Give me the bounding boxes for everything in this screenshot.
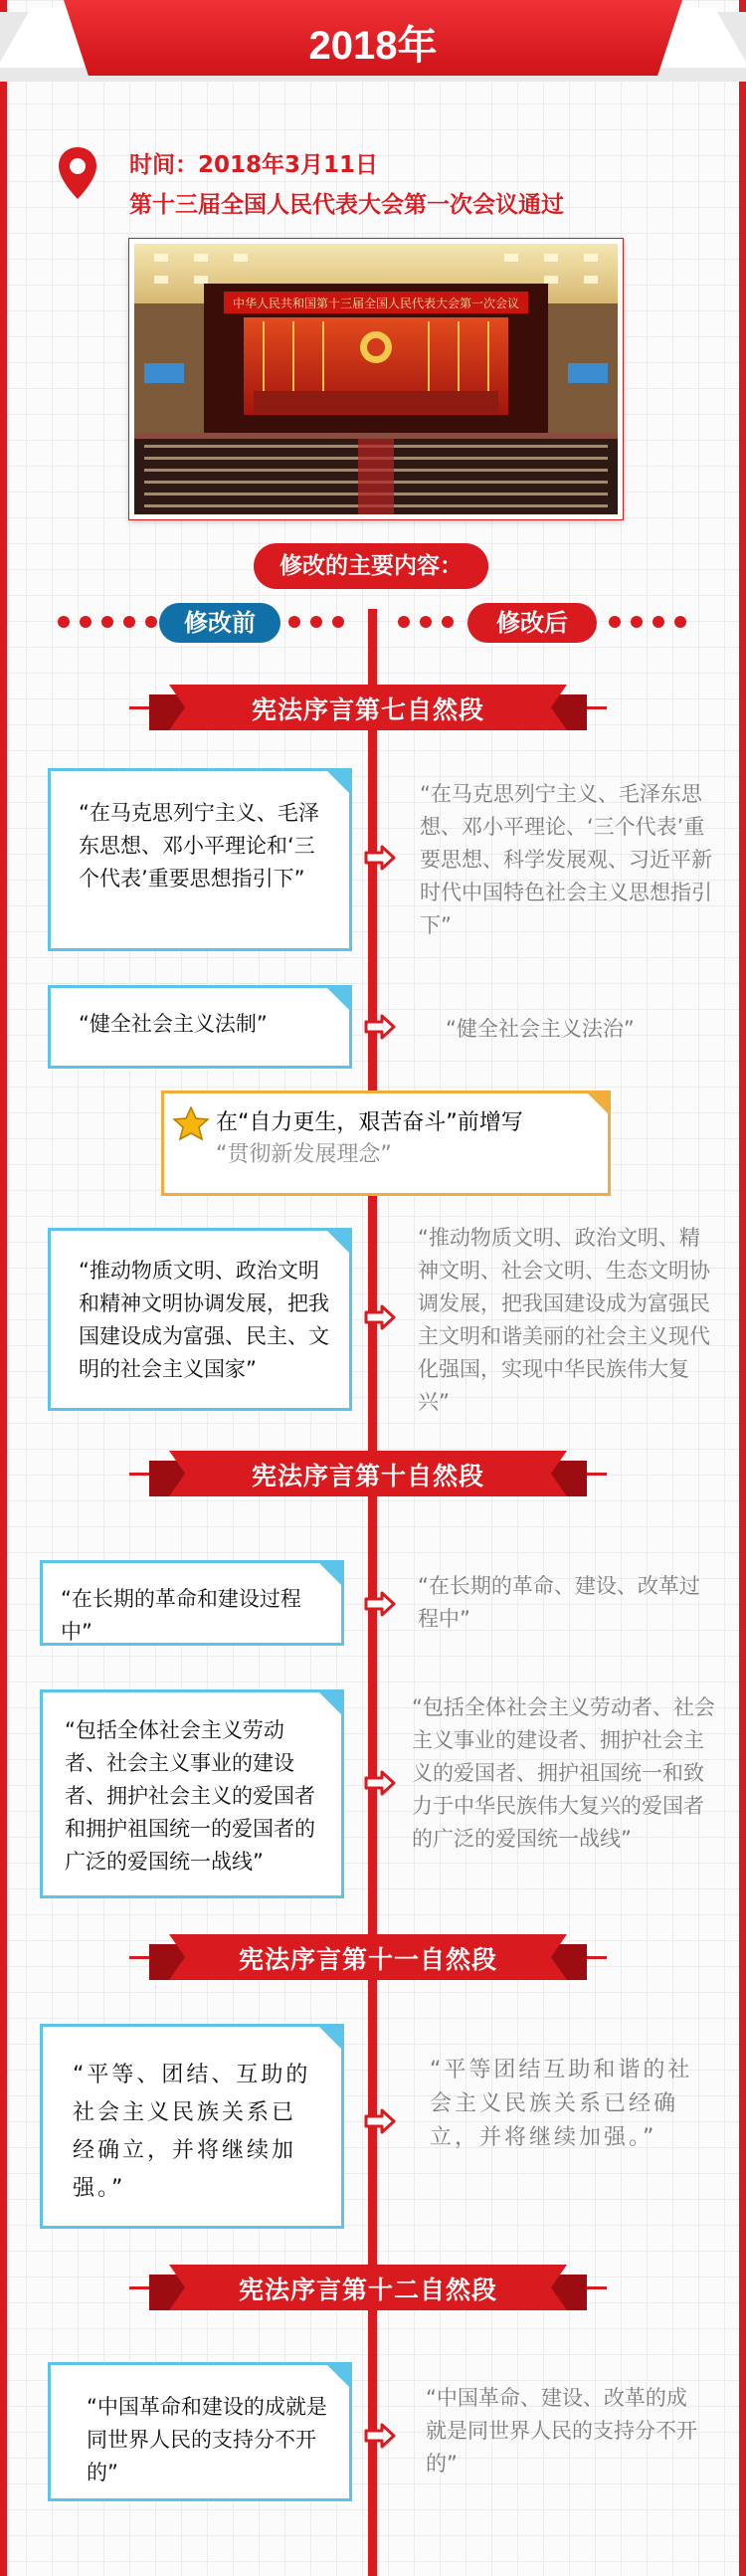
after-text: “中国革命、建设、改革的成就是同世界人民的支持分不开的” (426, 2386, 697, 2476)
arrow-right-icon (363, 1303, 397, 1331)
before-box (40, 2024, 344, 2229)
year-title: 2018年 (308, 24, 438, 68)
section-ribbon (149, 1934, 587, 1988)
before-text: “包括全体社会主义劳动者、社会主义事业的建设者、拥护社会主义的爱国者和拥护祖国统一的爱国者的广泛的爱国统一战线” (65, 1718, 315, 1874)
left-border (0, 0, 7, 2576)
before-text: “健全社会主义法制” (79, 1012, 268, 1036)
after-label: 修改后 (467, 603, 597, 643)
hall-banner-text: 中华人民共和国第十三届全国人民代表大会第一次会议 (232, 297, 520, 310)
addition-note (161, 1090, 611, 1196)
before-label: 修改前 (159, 603, 280, 643)
dots-right (609, 616, 688, 628)
year-header (0, 0, 746, 94)
arrow-right-icon (363, 1013, 397, 1041)
before-text: “中国革命和建设的成就是同世界人民的支持分不开的” (87, 2395, 327, 2484)
main-changes-label: 修改的主要内容： (254, 543, 488, 589)
dots-left (58, 616, 157, 628)
section-title: 宪法序言第七自然段 (251, 695, 484, 724)
section-title: 宪法序言第十二自然段 (238, 2276, 497, 2304)
arrow-right-icon (363, 2422, 397, 2450)
right-border (739, 0, 746, 2576)
after-text: “平等团结互助和谐的社会主义民族关系已经确立，并将继续加强。” (430, 2058, 693, 2150)
dots-middle (288, 616, 458, 628)
after-text: “健全社会主义法治” (446, 1017, 635, 1041)
before-box (48, 2362, 352, 2501)
section-ribbon (149, 2265, 587, 2318)
before-box (40, 1689, 344, 1898)
meeting-time: 时间：2018年3月11日 (129, 152, 379, 178)
after-text: “包括全体社会主义劳动者、社会主义事业的建设者、拥护社会主义的爱国者、拥护祖国统一和致力于中华民族伟大复兴的爱国者的广泛的爱国统一战线” (412, 1695, 715, 1851)
before-text: “推动物质文明、政治文明和精神文明协调发展，把我国建设成为富强、民主、文明的社会主义国家” (79, 1259, 329, 1381)
before-box (48, 768, 352, 951)
arrow-right-icon (363, 1590, 397, 1618)
after-text: “在马克思列宁主义、毛泽东思想、邓小平理论、‘三个代表’重要思想、科学发展观、习近平新时代中国特色社会主义思想指引下” (420, 782, 712, 937)
arrow-right-icon (363, 2107, 397, 2135)
before-text: “平等、团结、互助的社会主义民族关系已经确立，并将继续加强。” (73, 2063, 311, 2201)
before-text: “在长期的革命和建设过程中” (61, 1587, 301, 1644)
before-box (40, 1560, 344, 1646)
star-icon (172, 1105, 210, 1143)
arrow-right-icon (363, 844, 397, 872)
before-box (48, 985, 352, 1069)
location-pin-icon (56, 145, 99, 201)
arrow-right-icon (363, 1769, 397, 1797)
before-text: “在马克思列宁主义、毛泽东思想、邓小平理论和‘三个代表’重要思想指引下” (79, 801, 319, 891)
section-title: 宪法序言第十自然段 (251, 1462, 484, 1490)
note-line2: “贯彻新发展理念” (216, 1142, 392, 1167)
before-box (48, 1228, 352, 1411)
section-ribbon (149, 685, 587, 738)
section-title: 宪法序言第十一自然段 (238, 1945, 497, 1974)
after-text: “推动物质文明、政治文明、精神文明、社会文明、生态文明协调发展，把我国建设成为富强民主文明和谐美丽的社会主义现代化强国，实现中华民族伟大复兴” (418, 1226, 710, 1414)
congress-hall-photo (129, 239, 623, 519)
after-text: “在长期的革命、建设、改革过程中” (418, 1574, 700, 1631)
note-line1: 在“自力更生，艰苦奋斗”前增写 (216, 1110, 523, 1135)
meeting-info (129, 145, 564, 225)
section-ribbon (149, 1451, 587, 1504)
meeting-title: 第十三届全国人民代表大会第一次会议通过 (129, 192, 564, 218)
